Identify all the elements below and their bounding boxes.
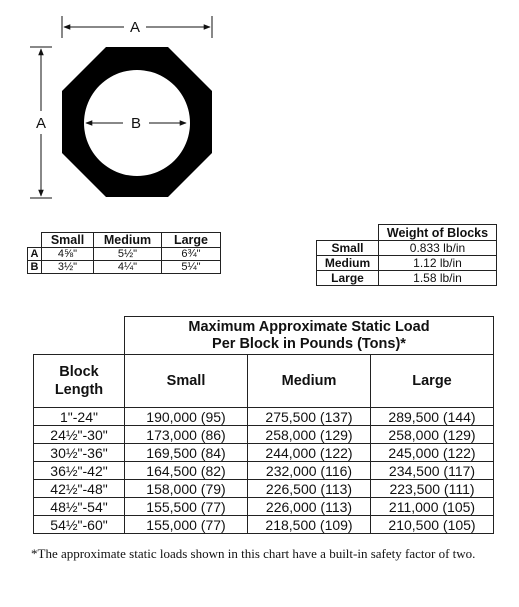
small-load-cell: 169,500 (84) <box>125 444 248 462</box>
size-row-label: B <box>28 261 42 274</box>
large-load-cell: 223,500 (111) <box>371 480 494 498</box>
medium-load-cell: 232,000 (116) <box>248 462 371 480</box>
load-table-header-row <box>34 355 494 408</box>
table-row <box>34 408 494 426</box>
weight-table-title: Weight of Blocks <box>379 225 497 241</box>
weight-table-row <box>317 271 497 286</box>
small-load-cell: 190,000 (95) <box>125 408 248 426</box>
weight-table <box>316 224 497 286</box>
size-cell: 3½" <box>42 261 94 274</box>
load-table-title-line2: Per Block in Pounds (Tons)* <box>212 335 406 352</box>
size-table-row <box>28 248 221 261</box>
size-cell: 6¾" <box>162 248 221 261</box>
block-length-cell: 54½"-60" <box>34 516 125 534</box>
block-length-cell: 42½"-48" <box>34 480 125 498</box>
dimension-a-top-label: A <box>129 19 141 36</box>
block-length-cell: 1"-24" <box>34 408 125 426</box>
table-row <box>34 444 494 462</box>
weight-row-label: Medium <box>317 256 379 271</box>
weight-table-header-row <box>317 225 497 241</box>
load-table <box>33 316 494 534</box>
weight-table-corner <box>317 225 379 241</box>
weight-row-value: 0.833 lb/in <box>379 241 497 256</box>
large-load-cell: 211,000 (105) <box>371 498 494 516</box>
weight-row-label: Small <box>317 241 379 256</box>
small-load-cell: 155,500 (77) <box>125 498 248 516</box>
weight-row-label: Large <box>317 271 379 286</box>
dimension-b-label: B <box>130 115 142 132</box>
size-header-small: Small <box>42 233 94 248</box>
table-row <box>34 426 494 444</box>
size-header-medium: Medium <box>94 233 162 248</box>
large-load-cell: 258,000 (129) <box>371 426 494 444</box>
header-large: Large <box>371 355 494 408</box>
weight-table-row <box>317 256 497 271</box>
header-medium: Medium <box>248 355 371 408</box>
load-table-title-row <box>34 317 494 355</box>
medium-load-cell: 226,500 (113) <box>248 480 371 498</box>
block-diagram <box>0 0 260 215</box>
size-cell: 4⅝" <box>42 248 94 261</box>
dimension-b <box>86 115 186 132</box>
load-table-title <box>125 317 494 355</box>
block-length-cell: 30½"-36" <box>34 444 125 462</box>
small-load-cell: 173,000 (86) <box>125 426 248 444</box>
load-table-corner <box>34 317 125 355</box>
size-row-label: A <box>28 248 42 261</box>
table-row <box>34 480 494 498</box>
size-table-row <box>28 261 221 274</box>
size-header-large: Large <box>162 233 221 248</box>
block-length-cell: 48½"-54" <box>34 498 125 516</box>
dimension-a-left <box>30 47 52 198</box>
block-length-cell: 24½"-30" <box>34 426 125 444</box>
header-block-length-line1: Block <box>59 364 99 380</box>
header-block-length-line2: Length <box>54 382 104 398</box>
size-cell: 5¼" <box>162 261 221 274</box>
dimension-a-top <box>62 16 212 38</box>
weight-table-row <box>317 241 497 256</box>
small-load-cell: 155,000 (77) <box>125 516 248 534</box>
size-cell: 5½" <box>94 248 162 261</box>
medium-load-cell: 218,500 (109) <box>248 516 371 534</box>
large-load-cell: 210,500 (105) <box>371 516 494 534</box>
weight-row-value: 1.12 lb/in <box>379 256 497 271</box>
header-block-length <box>34 355 125 408</box>
table-row <box>34 498 494 516</box>
medium-load-cell: 275,500 (137) <box>248 408 371 426</box>
load-table-title-line1: Maximum Approximate Static Load <box>188 318 430 335</box>
table-row <box>34 462 494 480</box>
load-table-body <box>34 408 494 534</box>
small-load-cell: 158,000 (79) <box>125 480 248 498</box>
medium-load-cell: 226,000 (113) <box>248 498 371 516</box>
dimension-a-left-label: A <box>35 115 47 132</box>
header-small: Small <box>125 355 248 408</box>
small-load-cell: 164,500 (82) <box>125 462 248 480</box>
large-load-cell: 289,500 (144) <box>371 408 494 426</box>
weight-row-value: 1.58 lb/in <box>379 271 497 286</box>
size-cell: 4¼" <box>94 261 162 274</box>
size-table <box>27 232 221 274</box>
medium-load-cell: 258,000 (129) <box>248 426 371 444</box>
block-length-cell: 36½"-42" <box>34 462 125 480</box>
medium-load-cell: 244,000 (122) <box>248 444 371 462</box>
size-table-corner <box>28 233 42 248</box>
large-load-cell: 245,000 (122) <box>371 444 494 462</box>
large-load-cell: 234,500 (117) <box>371 462 494 480</box>
footnote: *The approximate static loads shown in this chart have a built-in safety factor of two. <box>31 546 476 561</box>
size-table-header-row <box>28 233 221 248</box>
table-row <box>34 516 494 534</box>
